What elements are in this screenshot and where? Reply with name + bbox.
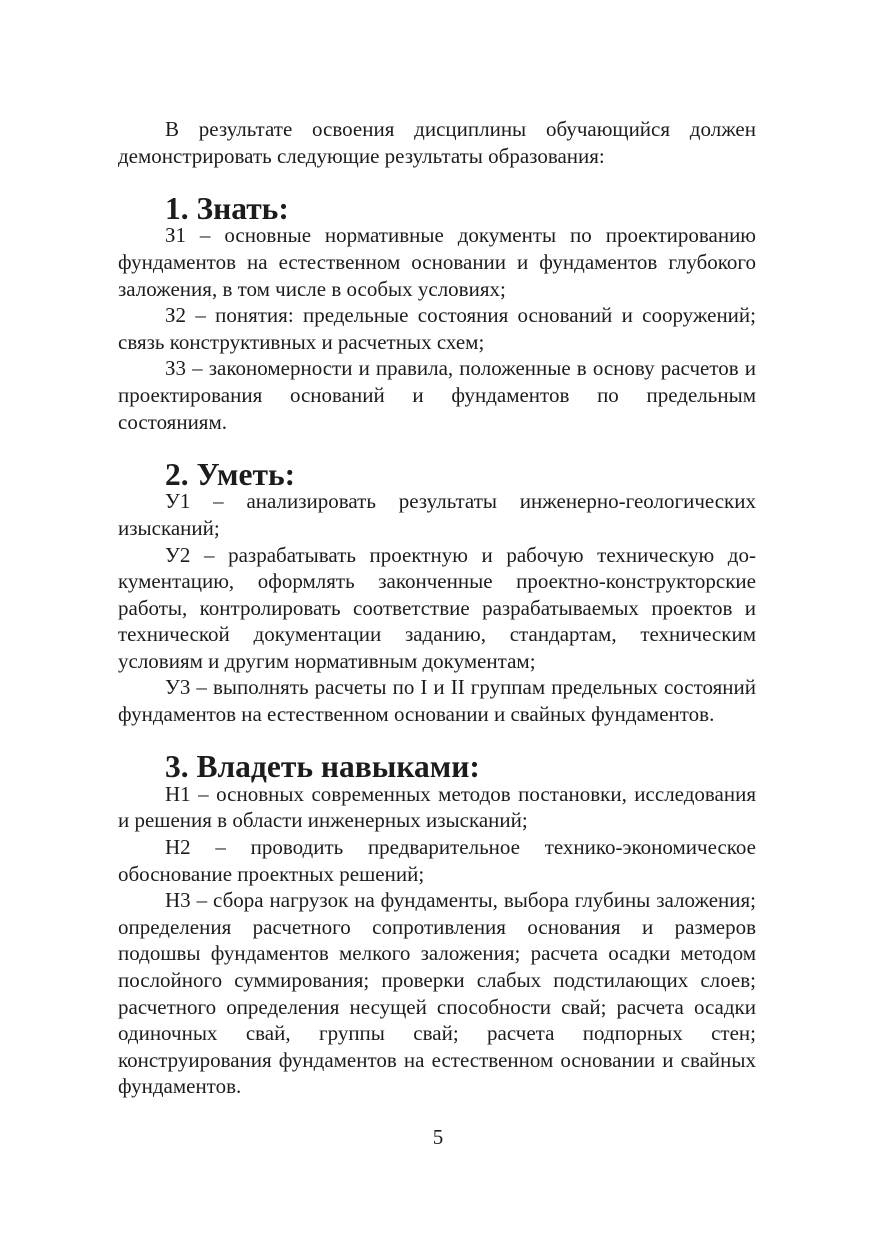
item-n3: Н3 – сбора нагрузок на фундаменты, выбора глубины заложения; определения расчетного сопротивления основания и размеров подошвы фундаментов мелкого заложения; расчета осадки методом послойного суммирования; проверки слабых подстилающих слоев; расчетного определения несущей способности свай; расчета осадки одиночных свай, группы свай; расчета подпорных стен; конструирования фундаментов на естественном основании и свайных фундаментов. xyxy=(118,888,756,1099)
item-n1: Н1 – основных современных методов постановки, исследования и решения в области инженерных изысканий; xyxy=(118,781,756,833)
item-u3: У3 – выполнять расчеты по I и II группам предельных состояний фундаментов на естественном основании и свайных фундаментов. xyxy=(118,675,756,727)
item-z3: З3 – закономерности и правила, положенные в основу расчетов и проектирования оснований и фундаментов по предельным состояниям. xyxy=(118,356,756,434)
intro-paragraph: В результате освоения дисциплины обучающийся должен демонстрировать следующие результаты образования: xyxy=(118,117,756,168)
section-heading-be-able: 2. Уметь: xyxy=(165,456,296,492)
item-u1: У1 – анализировать результаты инженерно-геологических изысканий; xyxy=(118,489,756,540)
item-u2: У2 – разрабатывать проектную и рабочую техническую документацию, оформлять законченные проектно-конструкторские работы, контролировать соответствие разрабатываемых проектов и технической документации заданию, стандартам, техническим условиям и другим нормативным документам; xyxy=(118,542,756,673)
section-heading-know: 1. Знать: xyxy=(165,190,289,226)
page-content xyxy=(118,116,756,1100)
item-z1: З1 – основные нормативные документы по проектированию фундаментов на естественном основании и фундаментов глубокого заложения, в том числе в особых условиях; xyxy=(118,223,756,301)
section-heading-skills: 3. Владеть навыками: xyxy=(165,749,480,785)
page-number: 5 xyxy=(432,1125,444,1149)
item-z2: З2 – понятия: предельные состояния оснований и сооружений; связь конструктивных и расчетных схем; xyxy=(118,303,756,354)
item-n2: Н2 – проводить предварительное технико-экономическое обоснование проектных решений; xyxy=(118,835,756,886)
